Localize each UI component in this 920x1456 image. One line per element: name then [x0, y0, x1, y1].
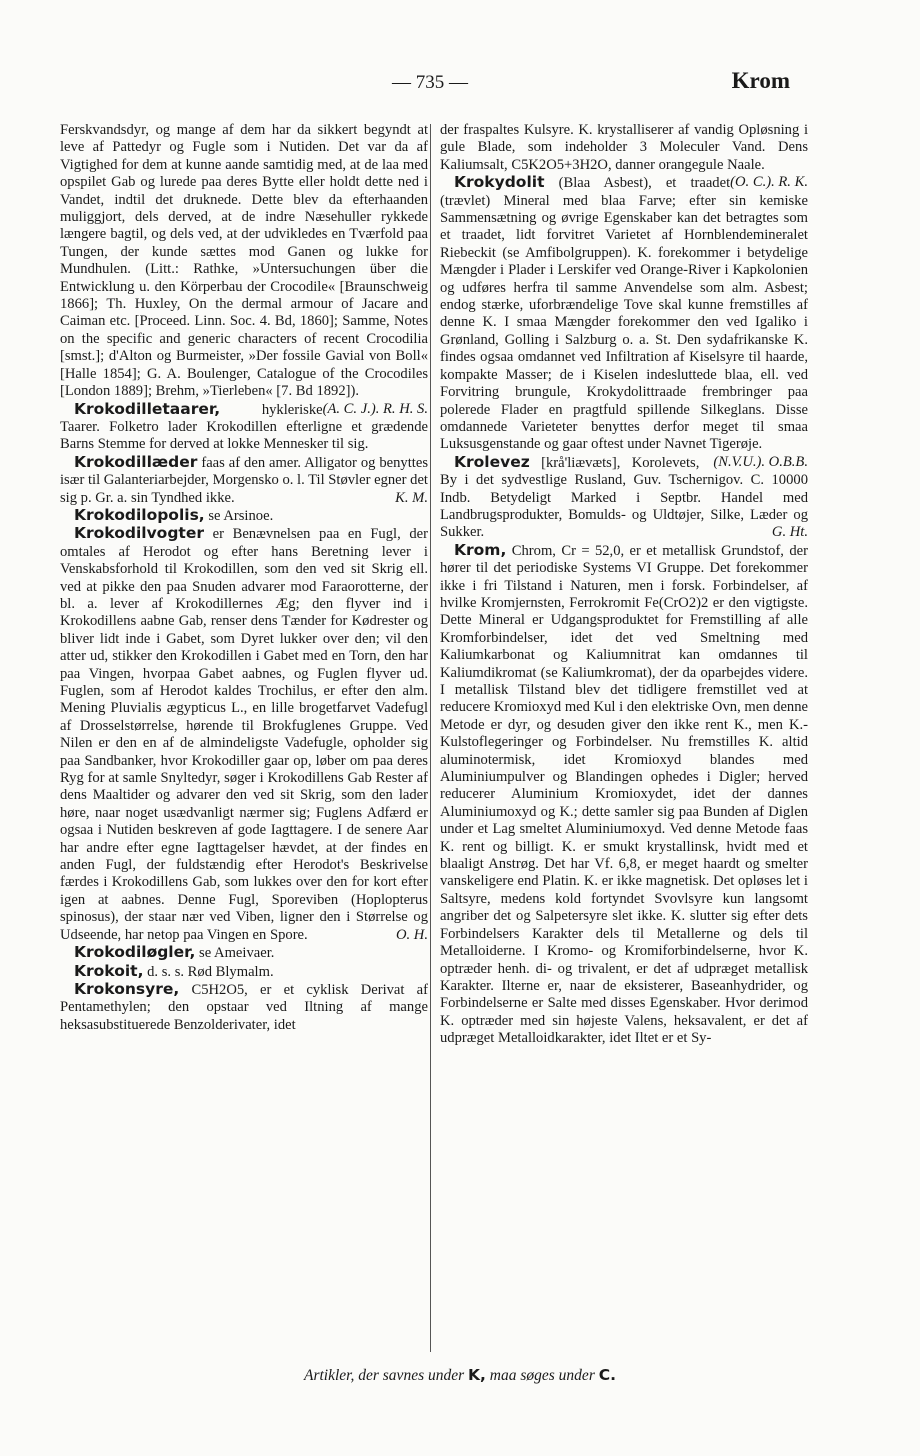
entry-text: faas af den amer. Alligator og benyttes især til Galanteriarbejder, Morgensko o. l. Til Støvler egner det sig p. Gr. a. sin Tyndhed ikke.	[60, 454, 428, 506]
entry-signature: (O. C.). R. K.	[730, 174, 808, 191]
entry-signature: O. H.	[395, 926, 428, 943]
entry-headword: Krokonsyre,	[74, 979, 180, 998]
column-divider	[430, 124, 431, 1352]
entry-text: se Arsinoe.	[208, 507, 274, 524]
right-column	[440, 122, 808, 1048]
entry-headword: Krokydolit	[454, 173, 545, 192]
entry-text: Ferskvandsdyr, og mange af dem har da sikkert begyndt at leve af Pattedyr og Fugle som i Nutiden. Det var da af Vigtighed for dem at kunne aande samtidig med, at de laa med opspilet Gab og lurede paa deres Bytte eller holdt dette ned i Vandet, indtil det druknede. Dette blev da efterhaanden muliggjort, dels derved, at de indre Næsehuller rykkede længere bagtil, og dels ved, at der udvikledes en Tværfold paa Tungen, der kunde sættes mod Ganen og lukke for Mundhulen. (Litt.: Rathke, »Untersuchungen über die Entwicklung u. den Körperbau der Crocodile« [Braunschweig 1866]; Th. Huxley, On the dermal armour of Jacare and Caiman etc. [Proceed. Linn. Soc. 4. Bd, 1860]; Samme, Notes on the specific and generic characters of recent Crocodilia [smst.]; d'Alton og Burmeister, »Der fossile Gavial von Boll« [Halle 1854]; G. A. Boulenger, Catalogue of the Crocodiles [London 1889]; Brehm, »Tierleben« [7. Bd 1892]).	[60, 122, 428, 400]
entry-headword: Krokodillæder	[74, 452, 198, 471]
entry-headword: Krokodiløgler,	[74, 943, 196, 962]
entry-text: [krå'liævæts], Korolevets, By i det sydvestlige Rusland, Guv. Tschernigov. C. 10000 Indb. Betydeligt Marked i Septbr. Handel med Landbrugsprodukter, Bomulds- og Uldtøjer, Silke, Læder og Sukker.	[440, 454, 808, 541]
entry-signature: G. Ht.	[771, 524, 808, 541]
page-number: — 735 —	[392, 72, 468, 93]
footer-letter-k: K,	[468, 1366, 486, 1384]
entry-krokonsyre	[60, 981, 428, 1034]
entry-signature: (N.V.U.). O.B.B.	[713, 453, 808, 470]
entry-headword: Krokodilopolis,	[74, 505, 205, 524]
footer-text-2: maa søges under	[489, 1367, 595, 1384]
entry-krokoit	[60, 963, 428, 981]
entry-krokodilvogter	[60, 525, 428, 944]
entry-text: der fraspaltes Kulsyre. K. krystalliserer af vandig Opløsning i gule Blade, som indeholder 3 Moleculer Vand. Dens Kaliumsalt, C5K2O5+3H2O, danner orangegule Naale.	[440, 122, 808, 173]
entry-headword: Krokoit,	[74, 961, 144, 980]
footer-text-1: Artikler, der savnes under	[304, 1367, 465, 1384]
entry-signature: (A. C. J.). R. H. S.	[322, 400, 428, 417]
entry-headword: Krokodilvogter	[74, 524, 204, 543]
entry-krokodiloegler	[60, 944, 428, 962]
entry-text: d. s. s. Rød Blymalm.	[147, 963, 274, 980]
entry-text: (Blaa Asbest), et traadet (trævlet) Mineral med blaa Farve; efter sin kemiske Sammensætning og øvrige Egenskaber kan det betragtes som et traadet, lidt forvitret Varietet af Hornblendemineralet Riebeckit (se Amfibolgruppen). K. forekommer i betydelige Mængder i Plader i Lerskifer ved Orange-River i Kapkolonien og udføres herfra til samme Anvendelse som alm. Asbest; endog stærke, uforbrændelige Tove skal kunne fremstilles af denne K. I smaa Mængder forekommer den ved Igaliko i Grønland, Golling i Salzburg o. a. St. Den sydafrikanske K. findes ogsaa omdannet ved Infiltration af Kiselsyre til haarde, kompakte Masser; de i Kiselen indesluttede blaa, ell. ved Forvitring brungule, Krokydolittraade frembringer paa polerede Flader en pragtfuld spillende Silkeglans. Disse omdannede Varieteter benyttes derfor meget til smaa Luksusgenstande og gaar oftest under Navnet Tigerøje.	[440, 175, 808, 453]
entry-krokodillaeder	[60, 454, 428, 507]
entry-krokodilopolis	[60, 507, 428, 525]
entry-text: hykleriske Taarer. Folketro lader Krokodillen efterligne et grædende Barns Stemme for derved at lokke Mennesker til sig.	[60, 401, 428, 453]
entry-text: er Benævnelsen paa en Fugl, der omtales af Herodot og efter hans Beretning lever i Venskabsforhold til Krokodillen, som den ved sit Skrig ell. ved at pikke den paa Snuden advarer mod Faraorotterne, der bl. a. lever af Krokodillernes Æg; den flyver ind i Krokodillens aabne Gab, renser dens Tænder for Kødrester og bliver lidt inde i Gabet, som Dyret lukker over den; vil den atter ud, stikker den Krokodillen i Gabet med en Torn, den har paa Vingen, hvorpaa Gabet aabnes, og Fuglen flyver ud. Fuglen, som af Herodot kaldes Trochilus, er efter den alm. Mening Pluvialis ægypticus L., en lille brogetfarvet Vadefugl af Drosselstørrelse, hørende til Brokfuglenes Gruppe. Ved Nilen er den en af de almindeligste Vadefugle, opholder sig paa Sandbanker, hvor Krokodiller gaar op, løber om paa deres Ryg for at samle Snyltedyr, søger i Krokodillens Gab Rester af dens Maaltider og advarer den ved sit Skrig, som den lader høre, naar noget usædvanligt nærmer sig; Fuglens Adfærd er ogsaa i Nutiden beskreven af gode Iagttagere. I de senere Aar har andre efter egne Iagttagelser hævdet, at der findes en anden Fugl, der fuldstændig efter Herodot's Beskrivelse færdes i Krokodillens Gab, som lukkes over den for kort efter igen at aabnes. Denne Fugl, Sporeviben (Hoplopterus spinosus), der staar nær ved Viben, ligner den i Størrelse og Udseende, har netop paa Vingen en Spore.	[60, 526, 428, 943]
entry-headword: Krolevez	[454, 452, 530, 471]
page-footer-note	[0, 1366, 920, 1385]
left-column	[60, 122, 428, 1034]
entry-headword: Krom,	[454, 540, 507, 559]
entry-text: Chrom, Cr = 52,0, er et metallisk Grundstof, der hører til det periodiske Systems VI Gruppe. Det forekommer ikke i fri Tilstand i Naturen, men i forsk. Forbindelser, af hvilke Kromjernsten, Ferrokromit Fe(CrO2)2 er den vigtigste. Dette Mineral er Udgangsproduktet for Fremstilling af alle Kromforbindelser, idet det ved Smeltning med Kaliumkarbonat og Kaliumnitrat kan omdannes til Kaliumdikromat (se Kaliumkromat), der da oparbejdes videre. I metallisk Tilstand blev det tidligere fremstillet ved at reducere Kromioxyd med Kul i den elektriske Ovn, men denne Metode er dyr, og desuden giver den ikke rent K., men K.-Kulstoflegeringer og Forbindelser. Nu fremstilles K. altid aluminotermisk, idet Kromioxyd blandes med Aluminiumpulver og Blandingen ophedes i Digler; herved reducerer Aluminium Kromioxydet, idet der dannes Aluminiumoxyd og K.; dette samler sig paa Bunden af Diglen under et Lag smeltet Aluminiumoxyd. Ved denne Metode faas K. rent og billigt. K. er smukt krystallinsk, hvidt med et blaaligt Anstrøg. Det har Vf. 6,8, er meget haardt og smelter vanskeligere end Platin. K. er ikke magnetisk. Det opløses let i Saltsyre, medens kold fortyndet Svovlsyre kun langsomt angriber det og Salpetersyre slet ikke. K. slutter sig efter dets Forbindelsers Karakter dels til Metallerne og dels til Metalloiderne. I Kromo- og Kromiforbindelserne, hvor K. optræder henh. di- og trivalent, er det af udpræget metallisk Karakter. Ilterne er, naar de eksisterer, Baseanhydrider, og Forbindelserne er Salte med disses Egenskaber. Hvor derimod K. optræder med sin højeste Valens, heksavalent, er det af udpræget Metalloidkarakter, idet Iltet er et Sy-	[440, 542, 808, 1047]
entry-krom	[440, 542, 808, 1048]
footer-letter-c: C.	[598, 1366, 616, 1384]
entry-text: C5H2O5, er et cyklisk Derivat af Pentamethylen; den opstaar ved Iltning af mange heksasubstituerede Benzolderivater, idet	[60, 981, 429, 1033]
entry-text: se Ameivaer.	[199, 945, 275, 962]
entry-signature: K. M.	[395, 489, 428, 506]
page-header	[0, 66, 920, 106]
entry-headword: Krokodilletaarer,	[74, 399, 221, 418]
running-head: Krom	[731, 68, 790, 93]
